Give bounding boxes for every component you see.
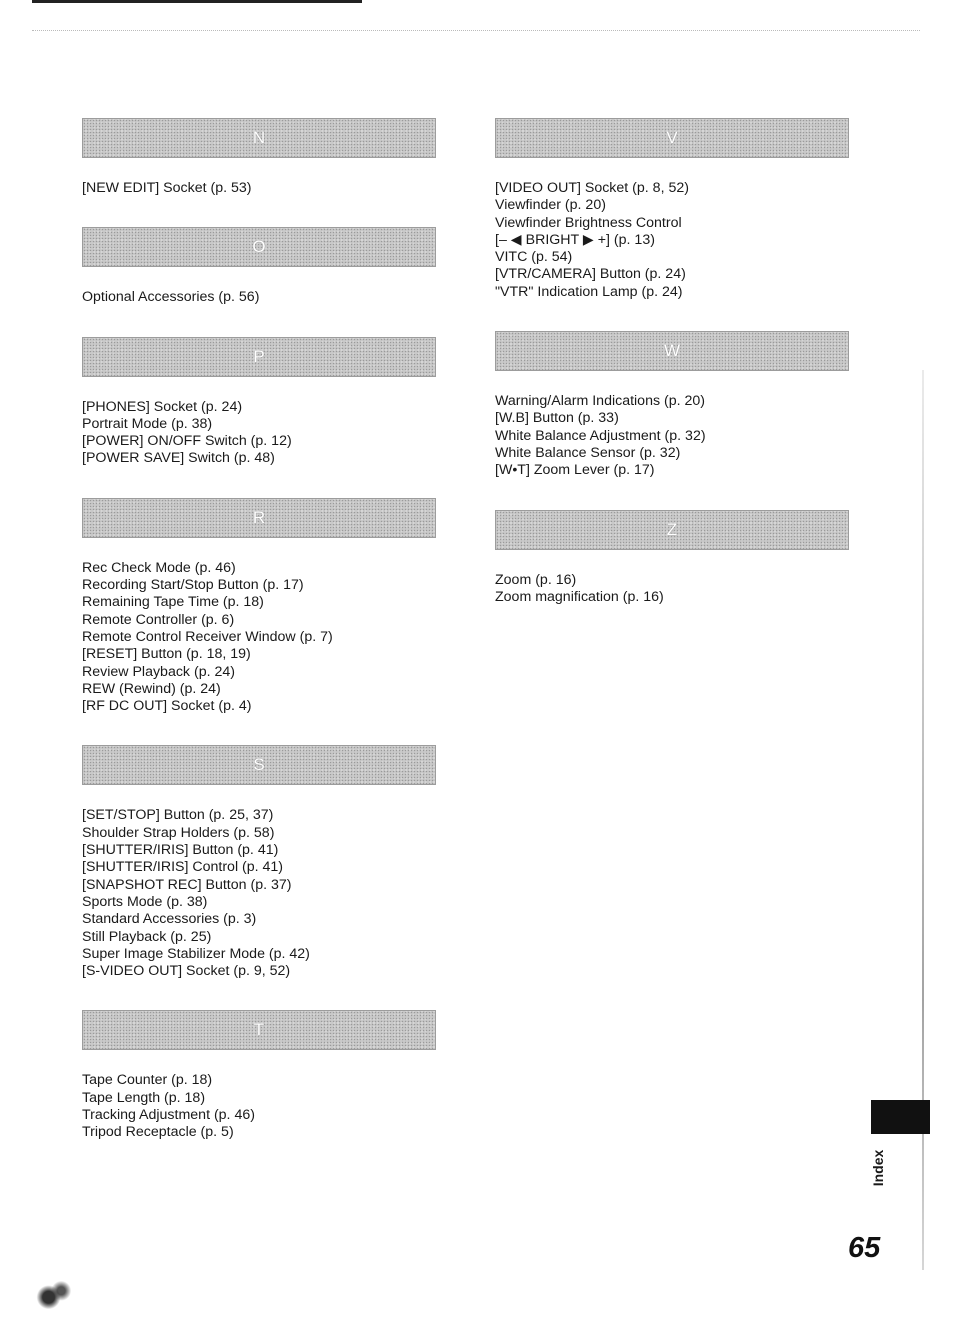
index-entry: Sports Mode (p. 38) [82, 893, 208, 910]
index-entry: [S-VIDEO OUT] Socket (p. 9, 52) [82, 963, 291, 980]
index-entry: Viewfinder (p. 20) [495, 197, 606, 214]
section-header-v: V [495, 118, 849, 158]
index-entry: [PHONES] Socket (p. 24) [82, 398, 243, 415]
index-entry: "VTR" Indication Lamp (p. 24) [495, 283, 683, 300]
index-entry: Shoulder Strap Holders (p. 58) [82, 824, 275, 841]
index-entry: [RF DC OUT] Socket (p. 4) [82, 698, 252, 715]
index-entry: [VTR/CAMERA] Button (p. 24) [495, 266, 686, 283]
index-entry: Rec Check Mode (p. 46) [82, 559, 236, 576]
index-entry: Remote Controller (p. 6) [82, 611, 235, 628]
index-entry: Tape Counter (p. 18) [82, 1072, 213, 1089]
index-tab-label: Index [870, 1149, 886, 1187]
index-entry: [POWER] ON/OFF Switch (p. 12) [82, 433, 292, 450]
index-section-o [82, 227, 442, 306]
index-section-p [82, 337, 442, 468]
index-entry: [SET/STOP] Button (p. 25, 37) [82, 807, 274, 824]
index-entry: [POWER SAVE] Switch (p. 48) [82, 450, 275, 467]
index-entry: [W•T] Zoom Lever (p. 17) [495, 462, 655, 479]
section-header-r: R [82, 498, 436, 538]
index-entry: [SHUTTER/IRIS] Button (p. 41) [82, 842, 279, 859]
section-header-t: T [82, 1010, 436, 1050]
index-entry: [SNAPSHOT REC] Button (p. 37) [82, 876, 292, 893]
index-entry: White Balance Adjustment (p. 32) [495, 427, 706, 444]
index-section-r [82, 498, 442, 716]
entry-list-s [82, 807, 442, 980]
section-header-s: S [82, 745, 436, 785]
section-header-w: W [495, 331, 849, 371]
index-section-t [82, 1010, 442, 1141]
index-entry: Remaining Tape Time (p. 18) [82, 594, 264, 611]
index-entry: Recording Start/Stop Button (p. 17) [82, 577, 304, 594]
index-entry: Remote Control Receiver Window (p. 7) [82, 628, 333, 645]
index-entry: Zoom magnification (p. 16) [495, 588, 664, 605]
section-header-o: O [82, 227, 436, 267]
index-entry: Portrait Mode (p. 38) [82, 415, 213, 432]
index-entry: Tracking Adjustment (p. 46) [82, 1107, 255, 1124]
index-entry: [NEW EDIT] Socket (p. 53) [82, 180, 252, 196]
index-entry: Tripod Receptacle (p. 5) [82, 1124, 234, 1141]
entry-list-r [82, 560, 442, 716]
index-section-n [82, 118, 442, 197]
index-entry: Warning/Alarm Indications (p. 20) [495, 393, 706, 410]
index-section-v [495, 118, 850, 301]
index-entry: White Balance Sensor (p. 32) [495, 444, 681, 461]
index-entry: Viewfinder Brightness Control [495, 214, 682, 231]
index-entry: Tape Length (p. 18) [82, 1089, 206, 1106]
index-entry: Standard Accessories (p. 3) [82, 911, 257, 928]
entry-list-n [82, 180, 442, 197]
index-entry: REW (Rewind) (p. 24) [82, 680, 221, 697]
index-section-w [495, 331, 850, 479]
section-header-p: P [82, 337, 436, 377]
entry-list-o [82, 289, 442, 306]
page-number: 65 [848, 1232, 881, 1264]
entry-list-t [82, 1072, 442, 1141]
index-entry: [– ◀ BRIGHT ▶ +] (p. 13) [495, 231, 655, 248]
index-entry: Zoom (p. 16) [495, 571, 577, 588]
entry-list-w [495, 393, 850, 479]
section-header-n: N [82, 118, 436, 158]
index-entry: Review Playback (p. 24) [82, 663, 235, 680]
index-section-s [82, 745, 442, 980]
index-column-left [82, 118, 442, 1172]
top-rule [32, 0, 362, 3]
page-edge-shadow [922, 370, 924, 1270]
top-dotted-line [32, 30, 920, 31]
index-entry: Super Image Stabilizer Mode (p. 42) [82, 945, 310, 962]
entry-list-p [82, 399, 442, 468]
index-entry: Still Playback (p. 25) [82, 928, 212, 945]
index-entry: [VIDEO OUT] Socket (p. 8, 52) [495, 180, 689, 196]
entry-list-v [495, 180, 850, 301]
scan-corner-mark [36, 1278, 78, 1310]
section-header-z: Z [495, 510, 849, 550]
index-entry: [SHUTTER/IRIS] Control (p. 41) [82, 859, 284, 876]
index-entry: VITC (p. 54) [495, 249, 573, 266]
index-entry: [RESET] Button (p. 18, 19) [82, 646, 251, 663]
entry-list-z [495, 572, 850, 607]
index-column-right [495, 118, 850, 636]
index-thumb-tab [871, 1100, 930, 1134]
index-entry: Optional Accessories (p. 56) [82, 289, 260, 306]
index-section-z [495, 510, 850, 607]
index-entry: [W.B] Button (p. 33) [495, 410, 619, 427]
